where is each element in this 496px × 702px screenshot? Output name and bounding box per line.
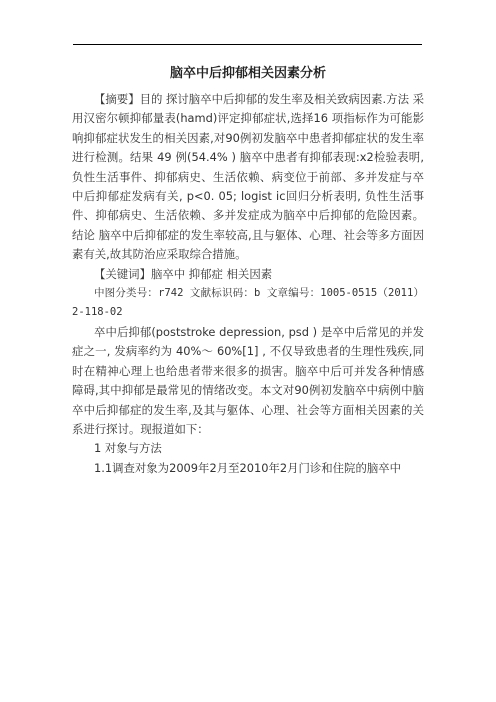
section-heading: 1 对象与方法 [94,441,162,456]
subsection-paragraph: 1.1调查对象为2009年2月至2010年2月门诊和住院的脑卒中 [94,460,402,475]
keywords-paragraph: 【关键词】脑卒中 抑郁症 相关因素 [94,266,273,281]
abstract-paragraph: 【摘要】目的 探讨脑卒中后抑郁的发生率及相关致病因素.方法 采用汉密尔顿抑郁量表(hamd)评定抑郁症状,选择16 项指标作为可能影响抑郁症状发生的相关因素,对90例初发脑卒中患者抑郁症状的发生率进行检测。结果 49 例(54.4% ) 脑卒中患者有抑郁表现:x2检验表明, 负性生活事件、抑郁病史、生活依赖、病变位于前部、多并发症与卒中后抑郁症发病有关, p<0. 05; logist ic回归分析表明, 负性生活事件、抑郁病史、生活依赖、多并发症成为脑卒中后抑郁的危险因素。结论 脑卒中后抑郁症的发生率较高,且与躯体、心理、社会等多方面因素有关,故其防治应采取综合措施。 [72,92,424,262]
article-body [72,90,424,478]
article-title: 脑卒中后抑郁相关因素分析 [169,66,326,81]
intro-paragraph: 卒中后抑郁(poststroke depression, psd ) 是卒中后常见的并发症之一, 发病率约为 40%～ 60%[1] , 不仅导致患者的生理性残疾,同时在精神心理上也给患者带来很多的损害。脑卒中后可并发各种情感障碍,其中抑郁是最常见的情绪改变。本文对90例初发脑卒中病例中脑卒中后抑郁症的发生率,及其与躯体、心理、社会等方面相关因素的关系进行探讨。现报道如下： [72,324,424,436]
header-rule [73,44,422,45]
classification-line: 中图分类号：r742 文献标识码：b 文章编号：1005-0515（2011）2-118-02 [72,287,424,319]
